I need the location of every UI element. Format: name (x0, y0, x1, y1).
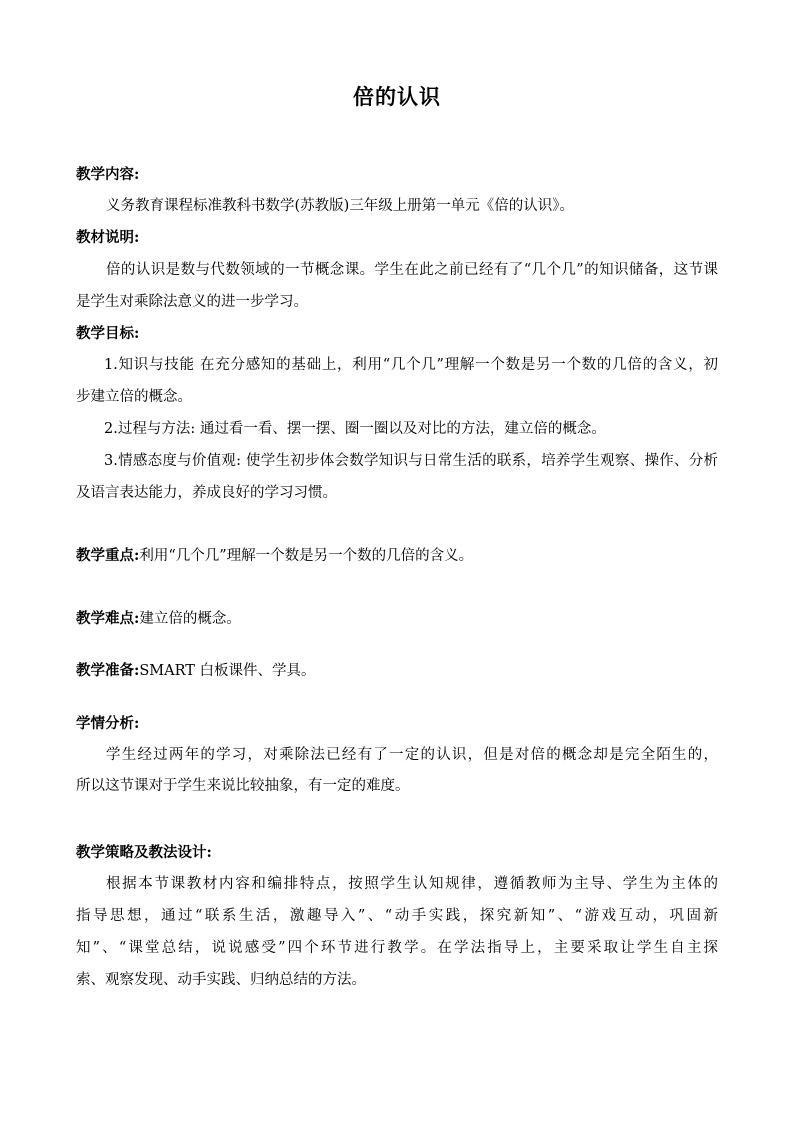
key-point-row (76, 545, 718, 567)
section-heading-analysis: 学情分析: (76, 715, 140, 732)
section-heading-material: 教材说明: (76, 229, 140, 246)
section-heading-strategy: 教学策略及教法设计: (76, 844, 212, 861)
goal-item2: 2.过程与方法: 通过看一看、摆一摆、圈一圈以及对比的方法，建立倍的概念。 (104, 421, 606, 437)
analysis-text-line1: 学生经过两年的学习，对乘除法已经有了一定的认识，但是对倍的概念却是完全陌生的， (106, 747, 718, 763)
section-heading-content: 教学内容: (76, 166, 140, 183)
key-point-label: 教学重点: (76, 547, 140, 564)
strategy-text-line3: 知”、“课堂总结，说说感受”四个环节进行教学。在学法指导上，主要采取让学生自主探 (76, 940, 718, 956)
preparation-text: SMART 白板课件、学具。 (139, 663, 316, 679)
difficulty-label: 教学难点: (76, 610, 140, 627)
difficulty-text: 建立倍的概念。 (139, 611, 241, 627)
difficulty-row (76, 608, 718, 630)
goal-item3-line1: 3.情感态度与价值观: 使学生初步体会数学知识与日常生活的联系，培养学生观察、操作、分析 (104, 453, 718, 469)
goal-item3-line2: 及语言表达能力，养成良好的学习习惯。 (76, 485, 337, 501)
content-text: 义务教育课程标准教科书数学(苏教版)三年级上册第一单元《倍的认识》。 (106, 198, 575, 214)
preparation-label: 教学准备: (76, 662, 140, 679)
strategy-text-line2: 指导思想，通过“联系生活，激趣导入”、“动手实践，探究新知”、“游戏互动，巩固新 (76, 908, 718, 924)
material-text-line2: 是学生对乘除法意义的进一步学习。 (76, 294, 308, 310)
goal-item1-line1: 1.知识与技能 在充分感知的基础上，利用“几个几”理解一个数是另一个数的几倍的含义，初 (104, 357, 718, 373)
strategy-text-line4: 索、观察发现、动手实践、归纳总结的方法。 (76, 972, 366, 988)
material-text-line1: 倍的认识是数与代数领域的一节概念课。学生在此之前已经有了“几个几”的知识储备，这节课 (106, 262, 718, 278)
key-point-text: 利用“几个几”理解一个数是另一个数的几倍的含义。 (139, 548, 474, 564)
preparation-row (76, 660, 718, 682)
document-title: 倍的认识 (353, 84, 441, 109)
goal-item1-line2: 步建立倍的概念。 (76, 389, 192, 405)
section-heading-goals: 教学目标: (76, 325, 140, 342)
strategy-text-line1: 根据本节课教材内容和编排特点，按照学生认知规律，遵循教师为主导、学生为主体的 (106, 876, 718, 892)
analysis-text-line2: 所以这节课对于学生来说比较抽象，有一定的难度。 (76, 778, 410, 794)
